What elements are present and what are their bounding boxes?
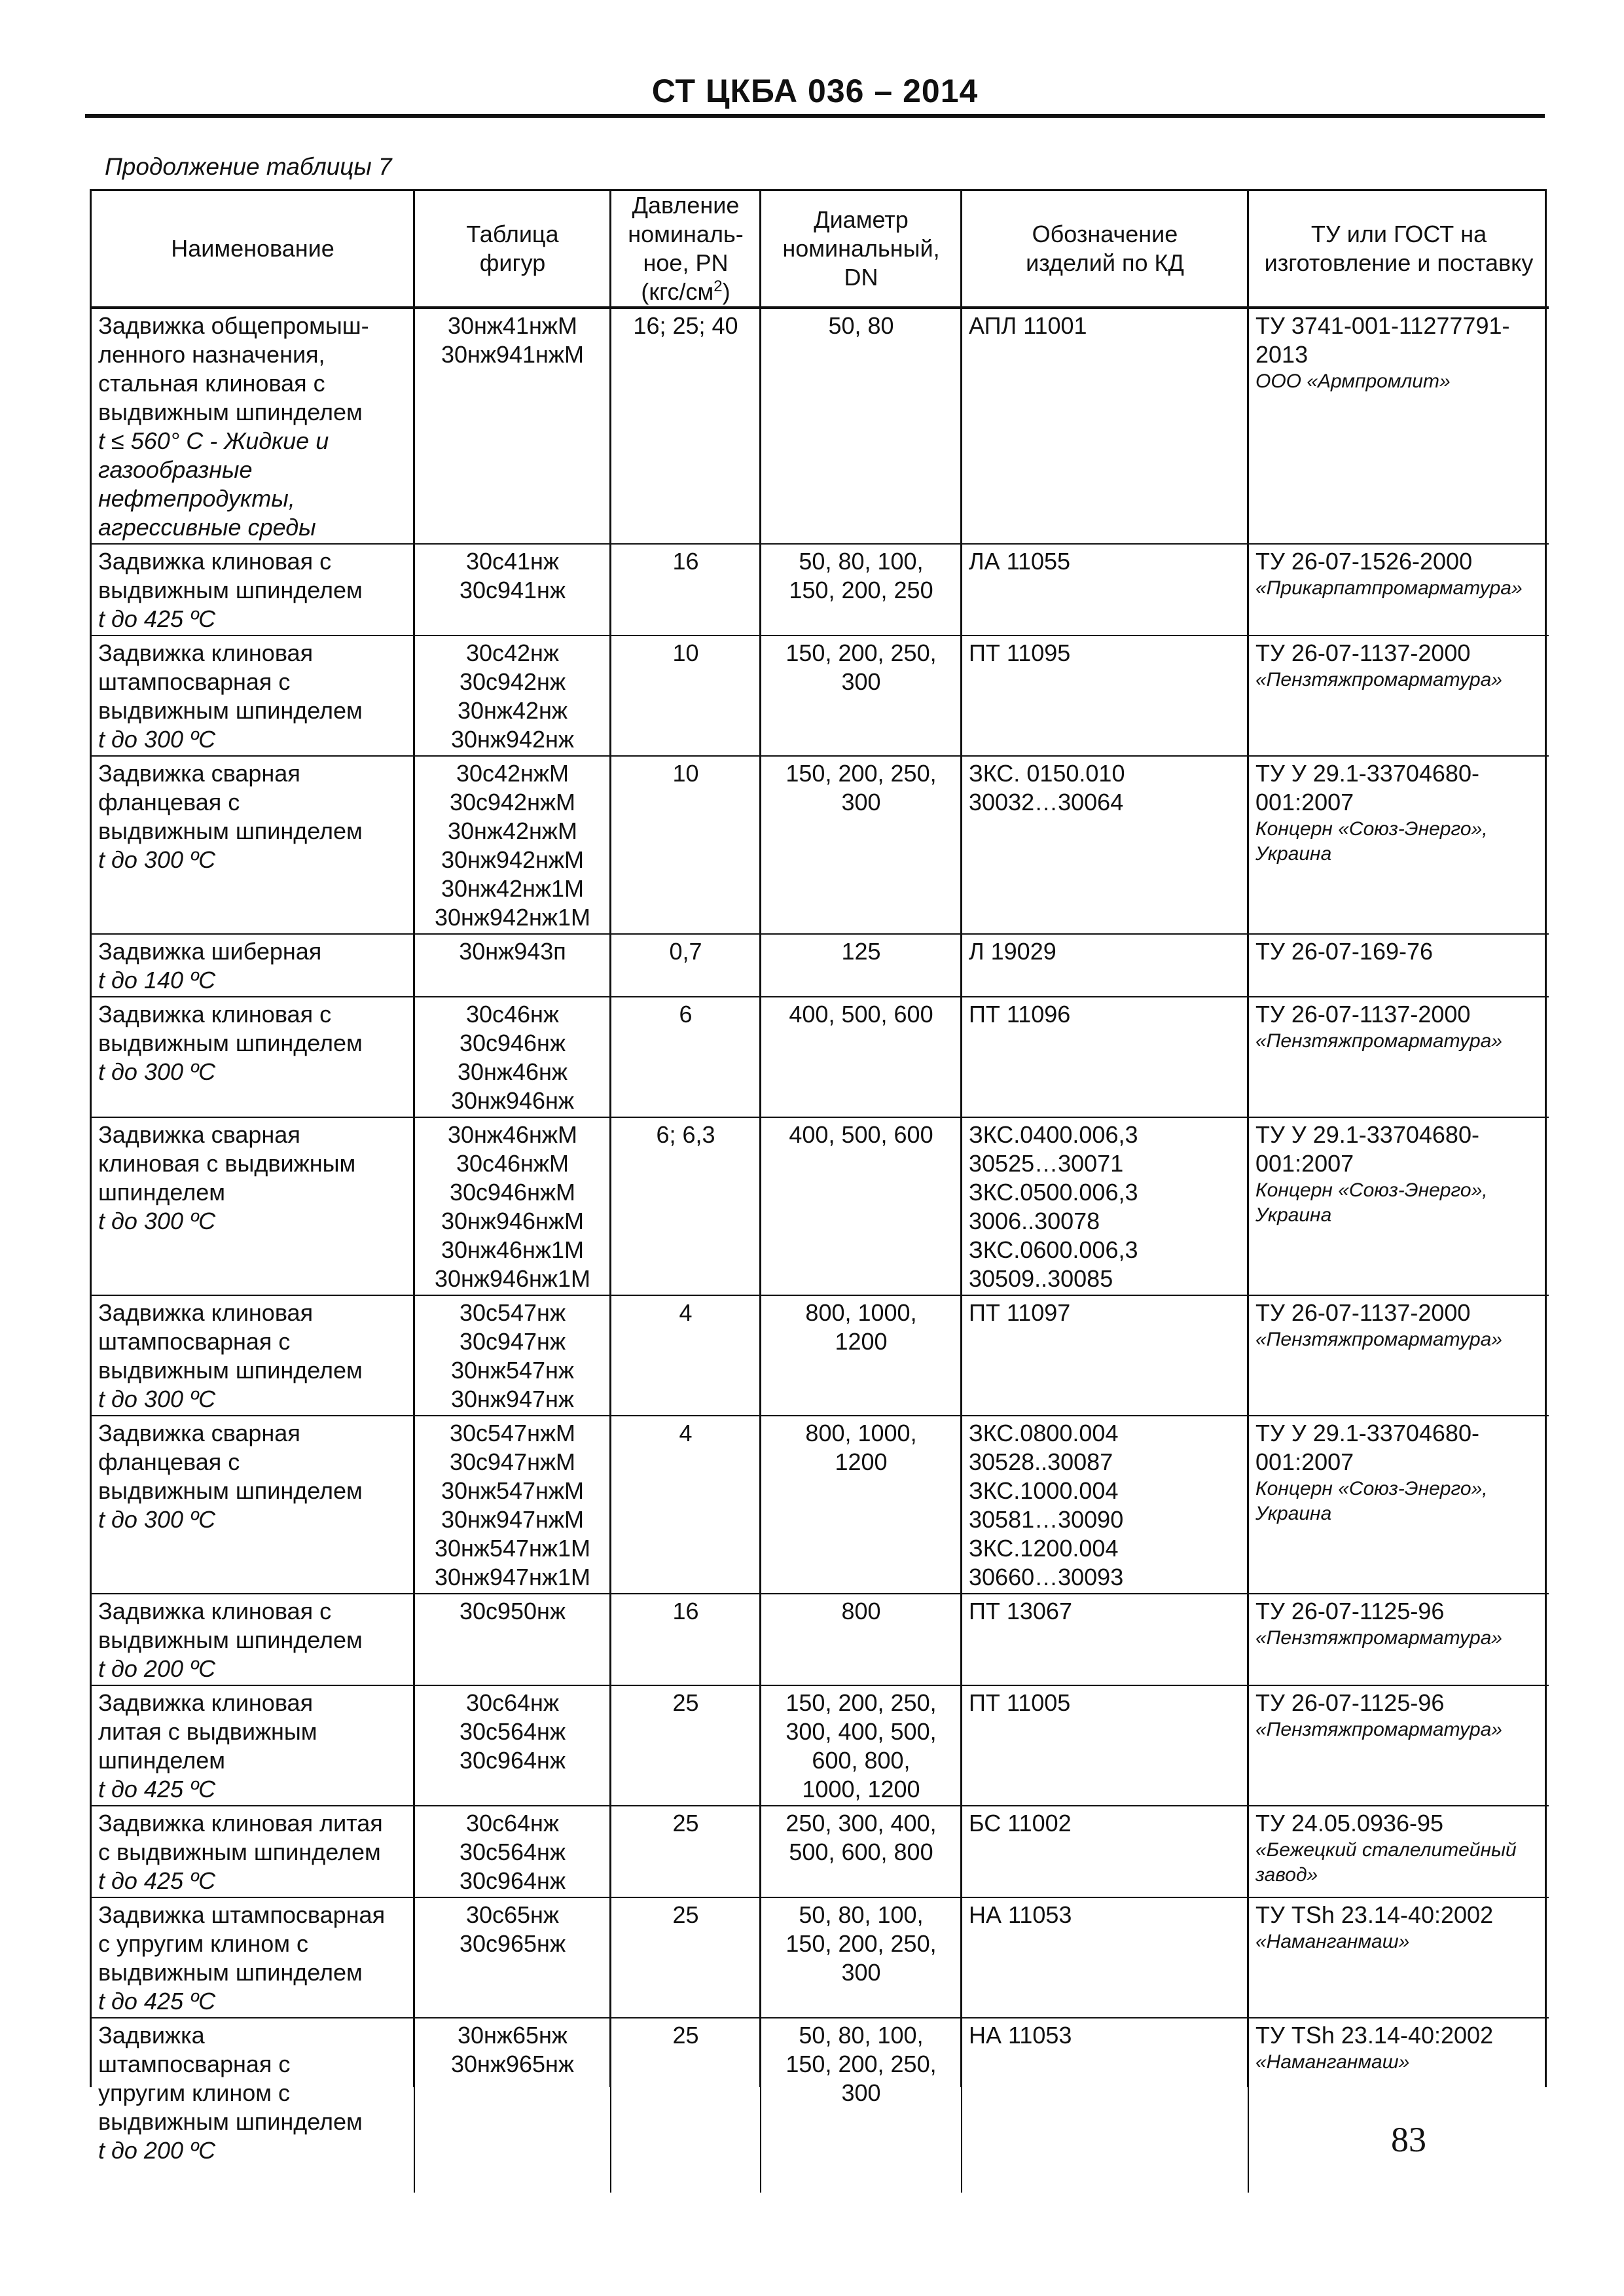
table-row xyxy=(92,1897,1549,2018)
manufacturer-name: «Пензтяжпромарматура» xyxy=(1255,1627,1502,1649)
cell-standard: ТУ 24.05.0936-95 «Бежецкий сталелитейный завод» xyxy=(1248,1806,1549,1897)
manufacturer-name: «Пензтяжпромарматура» xyxy=(1255,1030,1502,1052)
cell-name: Задвижка общепромыш- ленного назначения, стальная клиновая с выдвижным шпинделем t ≤ 560° С - Жидкие и газообразные нефтепродукты, агрессивные среды xyxy=(92,308,414,544)
cell-pressure: 0,7 xyxy=(611,934,761,997)
manufacturer-name: Украина xyxy=(1255,1503,1332,1524)
manufacturer-name: Концерн «Союз-Энерго», xyxy=(1255,818,1488,840)
column-rule xyxy=(759,191,761,2087)
table-row xyxy=(92,997,1549,1117)
cell-diameter: 50, 80, 100, 150, 200, 250 xyxy=(761,544,962,636)
manufacturer-name: Концерн «Союз-Энерго», xyxy=(1255,1179,1488,1201)
manufacturer-name: «Бежецкий сталелитейный xyxy=(1255,1839,1517,1861)
cell-diameter: 400, 500, 600 xyxy=(761,1117,962,1295)
cell-diameter: 250, 300, 400, 500, 600, 800 xyxy=(761,1806,962,1897)
cell-name: Задвижка клиновая с выдвижным шпинделем t до 300 ºС xyxy=(92,997,414,1117)
column-rule xyxy=(413,191,414,2087)
cell-diameter: 800, 1000, 1200 xyxy=(761,1295,962,1416)
cell-figures: 30нж943п xyxy=(414,934,611,997)
col-header-standard: ТУ или ГОСТ на изготовление и поставку xyxy=(1248,191,1549,308)
cell-diameter: 150, 200, 250, 300 xyxy=(761,756,962,934)
cell-figures: 30с46нж 30с946нж 30нж46нж 30нж946нж xyxy=(414,997,611,1117)
manufacturer-name: «Пензтяжпромарматура» xyxy=(1255,669,1502,691)
cell-pressure: 16 xyxy=(611,1594,761,1685)
cell-figures: 30с64нж 30с564нж 30с964нж xyxy=(414,1685,611,1806)
cell-figures: 30с950нж xyxy=(414,1594,611,1685)
manufacturer-name: «Наманганмаш» xyxy=(1255,2051,1410,2073)
cell-figures: 30нж46нжМ 30с46нжМ 30с946нжМ 30нж946нжМ 30нж46нж1М 30нж946нж1М xyxy=(414,1117,611,1295)
cell-pressure: 6 xyxy=(611,997,761,1117)
table-row xyxy=(92,1117,1549,1295)
col-header-designation: Обозначение изделий по КД xyxy=(962,191,1248,308)
cell-standard: ТУ TSh 23.14-40:2002 «Наманганмаш» xyxy=(1248,2018,1549,2193)
cell-diameter: 50, 80, 100, 150, 200, 250, 300 xyxy=(761,2018,962,2193)
cell-pressure: 16; 25; 40 xyxy=(611,308,761,544)
cell-designation: БС 11002 xyxy=(962,1806,1248,1897)
cell-standard: ТУ 26-07-1137-2000 «Пензтяжпромарматура» xyxy=(1248,997,1549,1117)
cell-standard: ТУ У 29.1-33704680- 001:2007 Концерн «Союз-Энерго», Украина xyxy=(1248,1117,1549,1295)
table-row xyxy=(92,1806,1549,1897)
cell-pressure: 4 xyxy=(611,1295,761,1416)
cell-designation: НА 11053 xyxy=(962,1897,1248,2018)
table-row xyxy=(92,1685,1549,1806)
cell-pressure: 25 xyxy=(611,1685,761,1806)
table-row xyxy=(92,2018,1549,2193)
cell-name: Задвижка клиновая литая с выдвижным шпинделем t до 425 ºС xyxy=(92,1806,414,1897)
manufacturer-name: Концерн «Союз-Энерго», xyxy=(1255,1478,1488,1499)
manufacturer-name: «Наманганмаш» xyxy=(1255,1931,1410,1952)
cell-designation: ПТ 11095 xyxy=(962,636,1248,756)
cell-name: Задвижка шиберная t до 140 ºС xyxy=(92,934,414,997)
cell-diameter: 800, 1000, 1200 xyxy=(761,1416,962,1594)
cell-standard: ТУ 3741-001-11277791- 2013 ООО «Армпромлит» xyxy=(1248,308,1549,544)
column-rule xyxy=(1247,191,1248,2087)
manufacturer-name: Украина xyxy=(1255,843,1332,865)
cell-standard: ТУ 26-07-1137-2000 «Пензтяжпромарматура» xyxy=(1248,1295,1549,1416)
cell-name: Задвижка сварная фланцевая с выдвижным шпинделем t до 300 ºС xyxy=(92,756,414,934)
table-body xyxy=(92,308,1549,2193)
cell-name: Задвижка клиновая с выдвижным шпинделем t до 200 ºС xyxy=(92,1594,414,1685)
cell-figures: 30с42нж 30с942нж 30нж42нж 30нж942нж xyxy=(414,636,611,756)
cell-diameter: 50, 80 xyxy=(761,308,962,544)
column-rule xyxy=(960,191,962,2087)
col-header-diameter: Диаметр номинальный, DN xyxy=(761,191,962,308)
cell-standard: ТУ У 29.1-33704680- 001:2007 Концерн «Союз-Энерго», Украина xyxy=(1248,1416,1549,1594)
cell-diameter: 150, 200, 250, 300, 400, 500, 600, 800, 1000, 1200 xyxy=(761,1685,962,1806)
cell-figures: 30с41нж 30с941нж xyxy=(414,544,611,636)
cell-standard: ТУ 26-07-1137-2000 «Пензтяжпромарматура» xyxy=(1248,636,1549,756)
table-row xyxy=(92,1416,1549,1594)
cell-pressure: 6; 6,3 xyxy=(611,1117,761,1295)
table-row xyxy=(92,934,1549,997)
col-header-name: Наименование xyxy=(92,191,414,308)
cell-name: Задвижка клиновая штампосварная с выдвижным шпинделем t до 300 ºС xyxy=(92,1295,414,1416)
cell-diameter: 150, 200, 250, 300 xyxy=(761,636,962,756)
cell-figures: 30с547нжМ 30с947нжМ 30нж547нжМ 30нж947нжМ 30нж547нж1М 30нж947нж1М xyxy=(414,1416,611,1594)
cell-pressure: 10 xyxy=(611,756,761,934)
cell-diameter: 400, 500, 600 xyxy=(761,997,962,1117)
table-continuation-caption: Продолжение таблицы 7 xyxy=(105,153,392,180)
cell-designation: ПТ 13067 xyxy=(962,1594,1248,1685)
cell-pressure: 4 xyxy=(611,1416,761,1594)
cell-pressure: 25 xyxy=(611,2018,761,2193)
cell-name: Задвижка штампосварная с упругим клином с выдвижным шпинделем t до 200 ºС xyxy=(92,2018,414,2193)
document-code: СТ ЦКБА 036 – 2014 xyxy=(651,73,979,109)
cell-name: Задвижка сварная клиновая с выдвижным шпинделем t до 300 ºС xyxy=(92,1117,414,1295)
cell-figures: 30с64нж 30с564нж 30с964нж xyxy=(414,1806,611,1897)
cell-designation: ЗКС.0800.004 30528..30087 ЗКС.1000.004 30581…30090 ЗКС.1200.004 30660…30093 xyxy=(962,1416,1248,1594)
cell-pressure: 16 xyxy=(611,544,761,636)
cell-designation: НА 11053 xyxy=(962,2018,1248,2193)
table-row xyxy=(92,756,1549,934)
valve-table-grid xyxy=(92,191,1549,2193)
cell-standard: ТУ 26-07-1526-2000 «Прикарпатпромарматура» xyxy=(1248,544,1549,636)
cell-figures: 30нж41нжМ 30нж941нжМ xyxy=(414,308,611,544)
table-row xyxy=(92,308,1549,544)
manufacturer-name: «Прикарпатпромарматура» xyxy=(1255,577,1523,599)
manufacturer-name: ООО «Армпромлит» xyxy=(1255,370,1451,392)
table-row xyxy=(92,1295,1549,1416)
table-header-row xyxy=(92,191,1549,308)
cell-designation: ЛА 11055 xyxy=(962,544,1248,636)
cell-designation: АПЛ 11001 xyxy=(962,308,1248,544)
col-header-figures: Таблица фигур xyxy=(414,191,611,308)
column-rule xyxy=(609,191,611,2087)
cell-designation: ЗКС.0400.006,3 30525…30071 ЗКС.0500.006,3 3006..30078 ЗКС.0600.006,3 30509..30085 xyxy=(962,1117,1248,1295)
cell-name: Задвижка клиновая с выдвижным шпинделем t до 425 ºС xyxy=(92,544,414,636)
cell-standard: ТУ 26-07-1125-96 «Пензтяжпромарматура» xyxy=(1248,1685,1549,1806)
cell-designation: ПТ 11097 xyxy=(962,1295,1248,1416)
manufacturer-name: Украина xyxy=(1255,1204,1332,1226)
cell-figures: 30с547нж 30с947нж 30нж547нж 30нж947нж xyxy=(414,1295,611,1416)
cell-diameter: 800 xyxy=(761,1594,962,1685)
col-header-pressure: Давление номиналь- ное, PN $(кгс/см^2)$ xyxy=(611,191,761,308)
cell-pressure: 10 xyxy=(611,636,761,756)
manufacturer-name: «Пензтяжпромарматура» xyxy=(1255,1719,1502,1740)
valve-table xyxy=(90,189,1547,2164)
cell-diameter: 125 xyxy=(761,934,962,997)
cell-standard: ТУ TSh 23.14-40:2002 «Наманганмаш» xyxy=(1248,1897,1549,2018)
cell-diameter: 50, 80, 100, 150, 200, 250, 300 xyxy=(761,1897,962,2018)
table-row xyxy=(92,544,1549,636)
cell-name: Задвижка сварная фланцевая с выдвижным шпинделем t до 300 ºС xyxy=(92,1416,414,1594)
manufacturer-name: «Пензтяжпромарматура» xyxy=(1255,1329,1502,1350)
cell-figures: 30нж65нж 30нж965нж xyxy=(414,2018,611,2193)
cell-designation: ПТ 11096 xyxy=(962,997,1248,1117)
table-row xyxy=(92,636,1549,756)
cell-figures: 30с65нж 30с965нж xyxy=(414,1897,611,2018)
cell-designation: Л 19029 xyxy=(962,934,1248,997)
cell-pressure: 25 xyxy=(611,1806,761,1897)
page-number: 83 xyxy=(1391,2120,1426,2159)
header-rule xyxy=(85,114,1545,118)
cell-pressure: 25 xyxy=(611,1897,761,2018)
cell-name: Задвижка клиновая литая с выдвижным шпинделем t до 425 ºС xyxy=(92,1685,414,1806)
cell-designation: ПТ 11005 xyxy=(962,1685,1248,1806)
cell-designation: ЗКС. 0150.010 30032…30064 xyxy=(962,756,1248,934)
manufacturer-name: завод» xyxy=(1255,1864,1318,1886)
cell-name: Задвижка клиновая штампосварная с выдвижным шпинделем t до 300 ºС xyxy=(92,636,414,756)
cell-standard: ТУ 26-07-169-76 xyxy=(1248,934,1549,997)
cell-name: Задвижка штампосварная с упругим клином с выдвижным шпинделем t до 425 ºС xyxy=(92,1897,414,2018)
cell-figures: 30с42нжМ 30с942нжМ 30нж42нжМ 30нж942нжМ 30нж42нж1М 30нж942нж1М xyxy=(414,756,611,934)
cell-standard: ТУ 26-07-1125-96 «Пензтяжпромарматура» xyxy=(1248,1594,1549,1685)
cell-standard: ТУ У 29.1-33704680- 001:2007 Концерн «Союз-Энерго», Украина xyxy=(1248,756,1549,934)
table-row xyxy=(92,1594,1549,1685)
